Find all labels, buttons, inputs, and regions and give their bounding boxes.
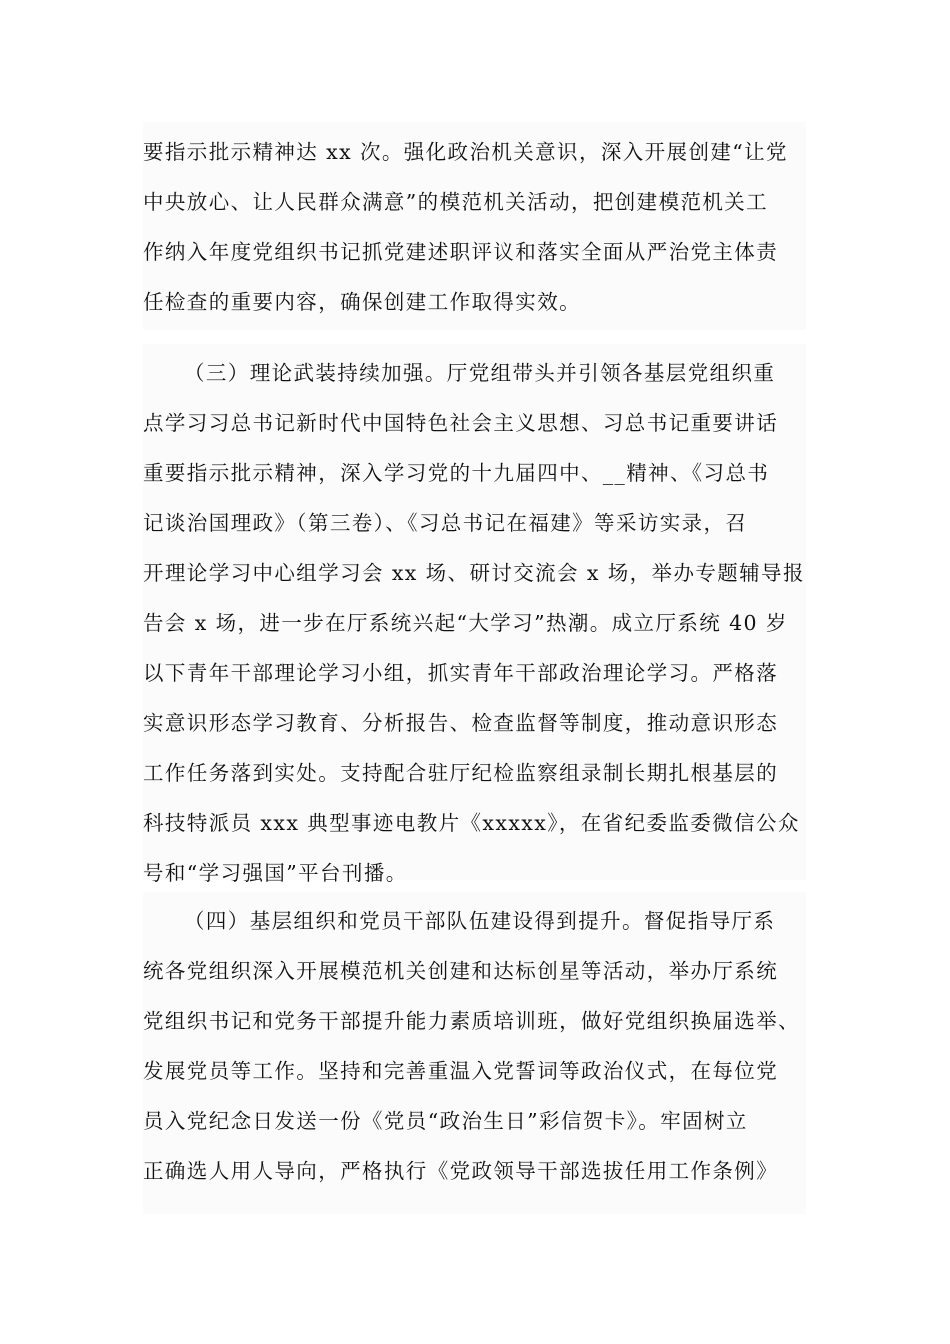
text-line: 告会 x 场，进一步在厅系统兴起“大学习”热潮。成立厅系统 40 岁 — [143, 611, 788, 635]
text-line: 正确选人用人导向，严格执行《党政领导干部选拔任用工作条例》 — [143, 1159, 779, 1183]
text-line: 记谈治国理政》（第三卷）、《习总书记在福建》等采访实录，召 — [143, 511, 748, 535]
text-line: 点学习习总书记新时代中国特色社会主义思想、习总书记重要讲话 — [143, 411, 779, 435]
text-line: 实意识形态学习教育、分析报告、检查监督等制度，推动意识形态 — [143, 711, 779, 735]
text-line: 任检查的重要内容，确保创建工作取得实效。 — [143, 290, 581, 314]
text-line: 以下青年干部理论学习小组，抓实青年干部政治理论学习。严格落 — [143, 661, 779, 685]
paragraph-section-4 — [143, 896, 806, 1196]
text-line: 工作任务落到实处。支持配合驻厅纪检监察组录制长期扎根基层的 — [143, 761, 779, 785]
paragraph-section-3 — [143, 348, 806, 898]
text-line: 作纳入年度党组织书记抓党建述职评议和落实全面从严治党主体责 — [143, 240, 779, 264]
text-line: 发展党员等工作。坚持和完善重温入党誓词等政治仪式，在每位党 — [143, 1059, 779, 1083]
text-line: （三）理论武装持续加强。厅党组带头并引领各基层党组织重 — [184, 361, 776, 385]
text-line: 号和“学习强国”平台刊播。 — [143, 861, 408, 885]
text-line: 党组织书记和党务干部提升能力素质培训班，做好党组织换届选举、 — [143, 1009, 800, 1033]
text-line: 开理论学习中心组学习会 xx 场、研讨交流会 x 场，举办专题辅导报 — [143, 561, 805, 585]
text-line: 科技特派员 xxx 典型事迹电教片《xxxxx》，在省纪委监委微信公众 — [143, 811, 800, 835]
paragraph-continuation — [143, 127, 806, 327]
text-line: 中央放心、让人民群众满意”的模范机关活动，把创建模范机关工 — [143, 190, 769, 214]
text-line: 重要指示批示精神，深入学习党的十九届四中、__精神、《习总书 — [143, 461, 770, 485]
text-line: 要指示批示精神达 xx 次。强化政治机关意识，深入开展创建“让党 — [143, 140, 788, 164]
text-line: 统各党组织深入开展模范机关创建和达标创星等活动，举办厅系统 — [143, 959, 779, 983]
text-line: 员入党纪念日发送一份《党员“政治生日”彩信贺卡》。牢固树立 — [143, 1109, 748, 1133]
text-line: （四）基层组织和党员干部队伍建设得到提升。督促指导厅系 — [184, 909, 776, 933]
